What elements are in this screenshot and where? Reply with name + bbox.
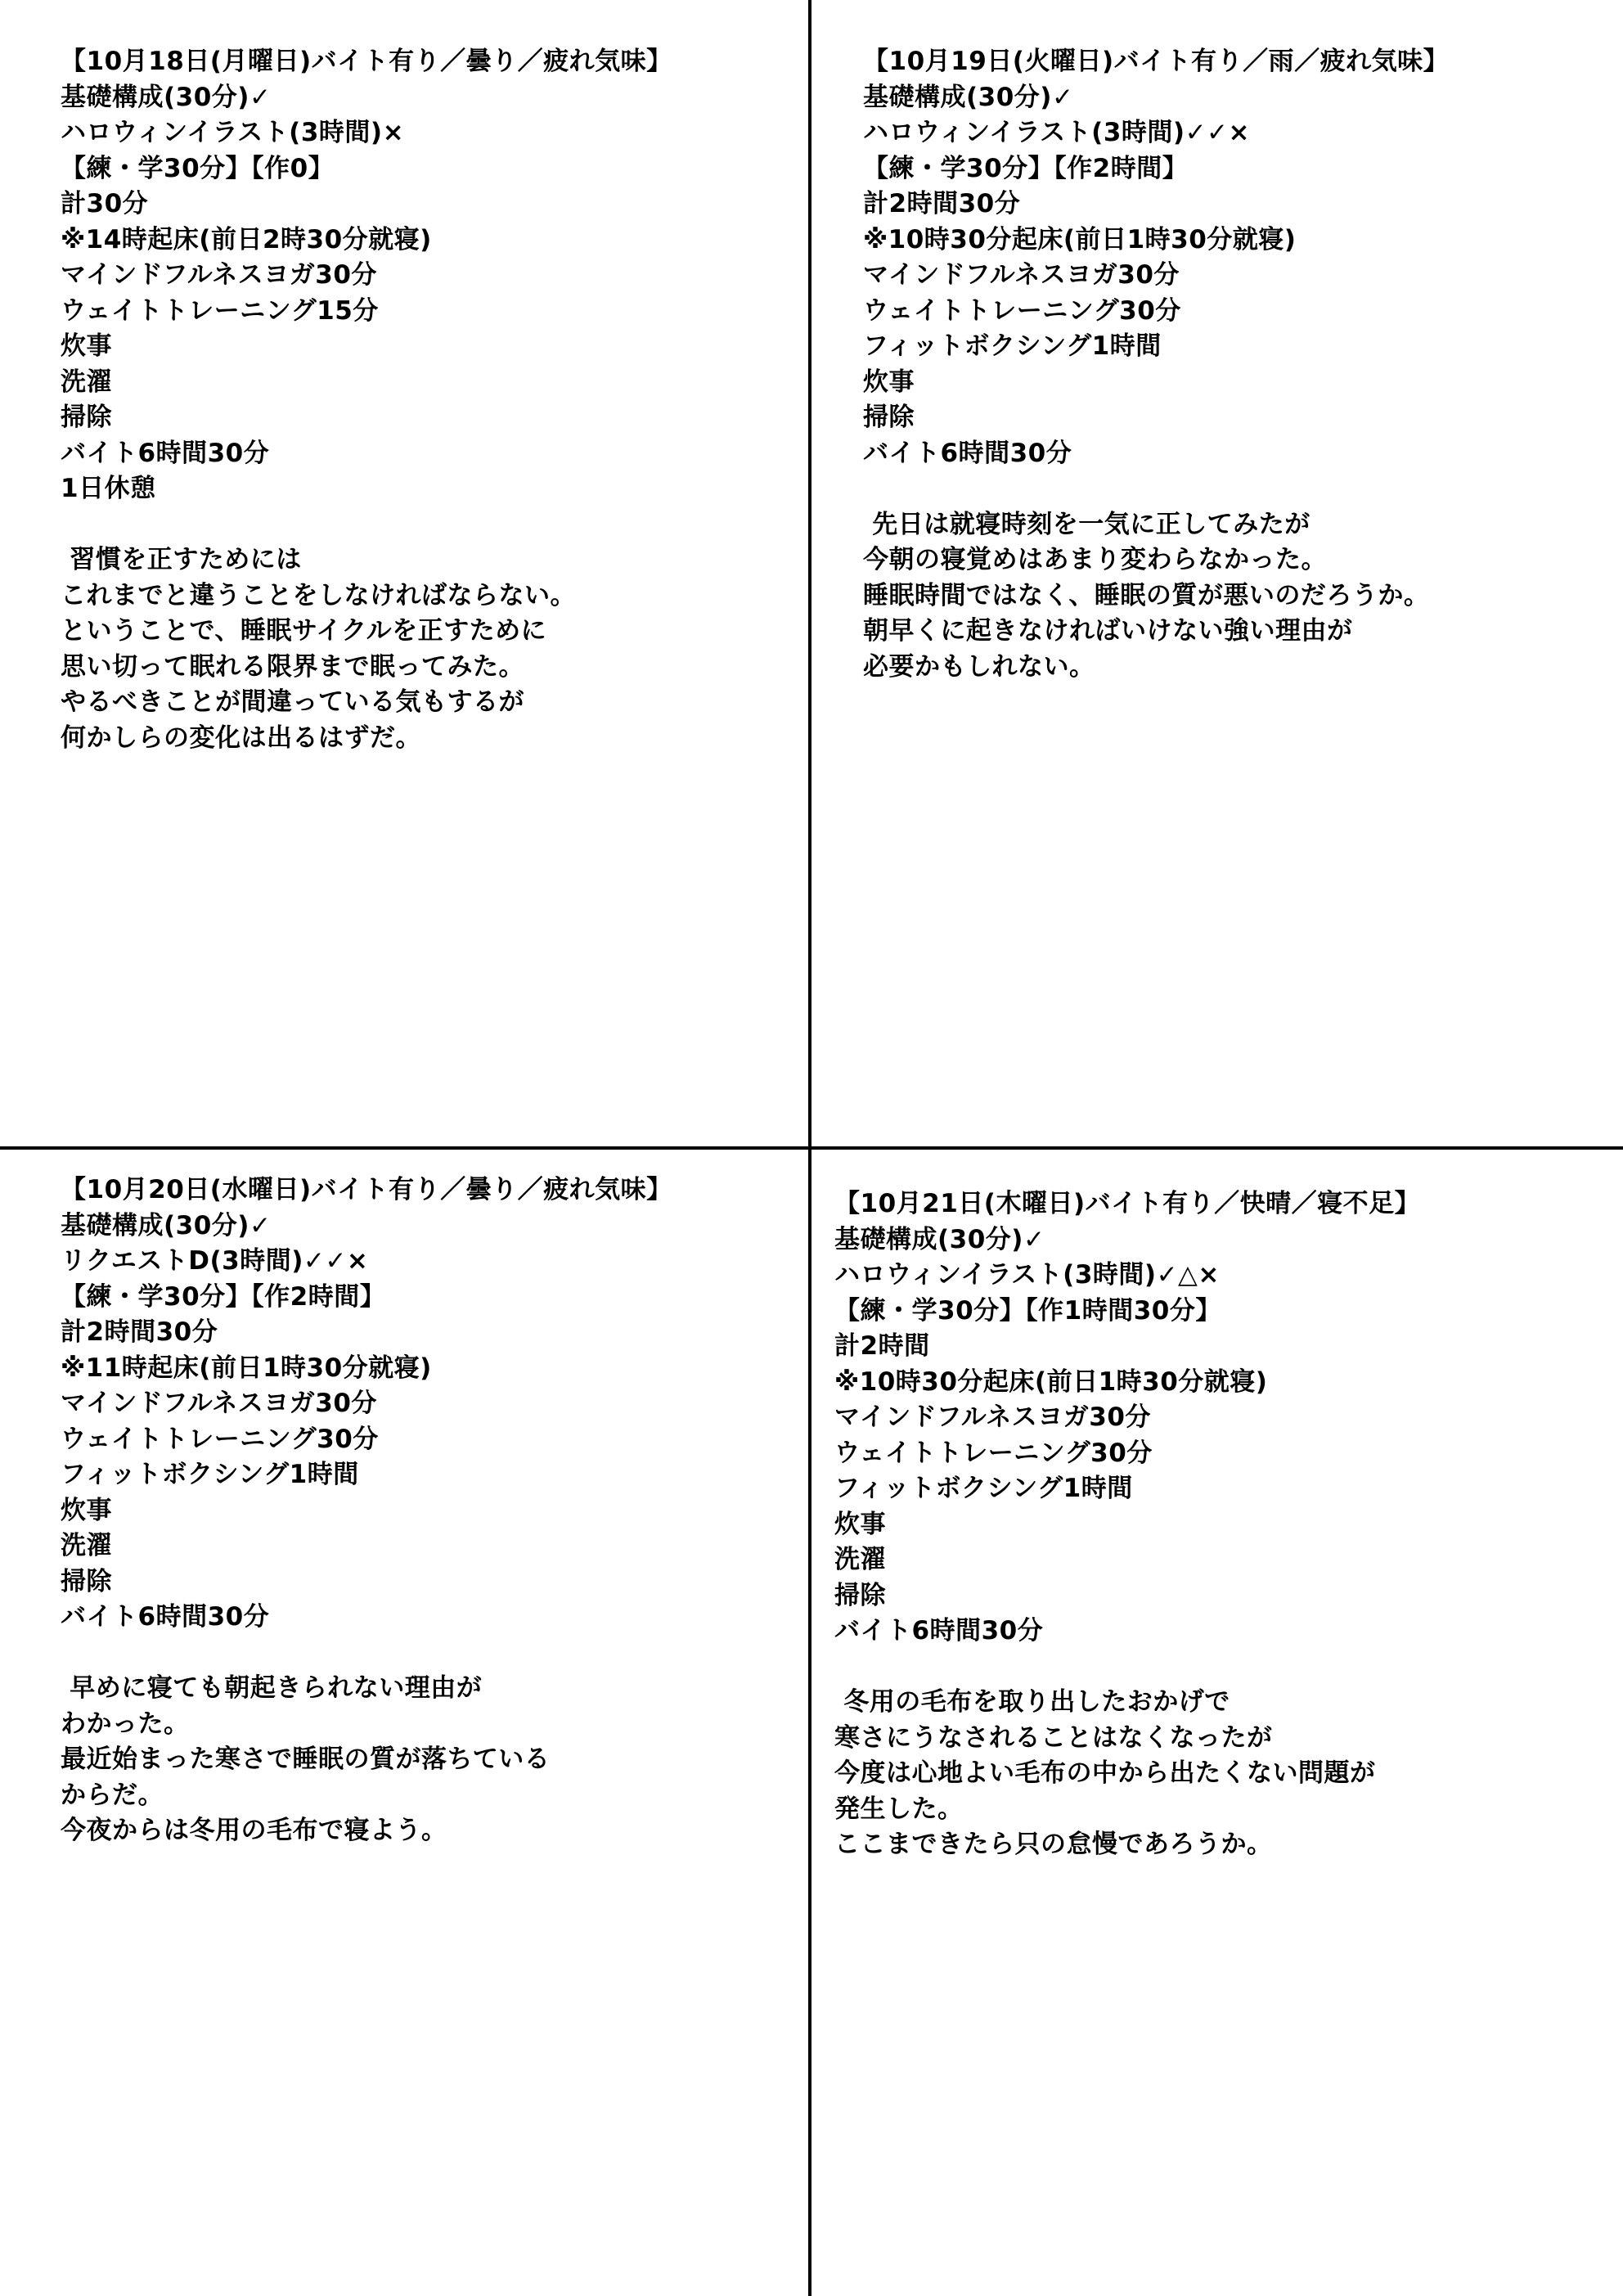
log-line: リクエストD(3時間)✓✓×: [61, 1246, 369, 1276]
log-line: 【練・学30分】【作0】: [61, 153, 335, 183]
note-line: わかった。: [61, 1708, 190, 1739]
log-line: 計30分: [61, 189, 149, 218]
note-line: 今夜からは冬用の毛布で寝よう。: [61, 1816, 447, 1845]
log-line: 【練・学30分】【作2時間】: [863, 153, 1189, 183]
log-line: 基礎構成(30分)✓: [834, 1224, 1045, 1254]
diary-entry-oct18: [61, 44, 797, 756]
entry-heading: 【10月19日(火曜日)バイト有り／雨／疲れ気味】: [863, 47, 1450, 76]
log-line: バイト6時間30分: [61, 438, 270, 468]
log-line: ハロウィンイラスト(3時間)×: [61, 118, 405, 147]
diary-entry-oct19: [863, 44, 1612, 685]
log-line: マインドフルネスヨガ30分: [863, 260, 1180, 290]
note-line: 寒さにうなされることはなくなったが: [834, 1722, 1273, 1753]
log-line: 炊事: [61, 331, 112, 361]
log-line: 掃除: [863, 403, 915, 432]
note-line: 発生した。: [834, 1794, 964, 1824]
log-line: 計2時間: [834, 1331, 930, 1361]
activity-log: [834, 1186, 1612, 1650]
log-line: 計2時間30分: [61, 1317, 218, 1347]
log-line: 洗濯: [834, 1545, 886, 1574]
note-line: 何かしらの変化は出るはずだ。: [61, 723, 421, 753]
log-line: 【練・学30分】【作2時間】: [61, 1281, 386, 1312]
log-line: マインドフルネスヨガ30分: [834, 1402, 1151, 1432]
log-line: ※10時30分起床(前日1時30分就寝): [863, 224, 1297, 254]
log-line: バイト6時間30分: [863, 438, 1072, 468]
entry-heading: 【10月20日(水曜日)バイト有り／曇り／疲れ気味】: [61, 1175, 672, 1204]
log-line: マインドフルネスヨガ30分: [61, 1389, 377, 1418]
note-line: 習慣を正すためには: [61, 545, 302, 574]
log-line: フィットボクシング1時間: [834, 1474, 1133, 1503]
log-line: 【練・学30分】【作1時間30分】: [834, 1295, 1221, 1326]
diary-note: [61, 542, 797, 756]
diary-note: [834, 1685, 1612, 1863]
note-line: 思い切って眠れる限界まで眠ってみた。: [61, 651, 524, 682]
log-line: フィットボクシング1時間: [863, 331, 1162, 361]
log-line: ウェイトトレーニング30分: [61, 1424, 379, 1454]
log-line: 計2時間30分: [863, 189, 1021, 218]
log-line: 基礎構成(30分)✓: [61, 1210, 272, 1240]
log-line: 炊事: [834, 1509, 886, 1539]
note-line: からだ。: [61, 1780, 164, 1810]
diary-note: [61, 1671, 797, 1849]
note-line: ここまできたら只の怠慢であろうか。: [834, 1830, 1273, 1859]
note-line: 冬用の毛布を取り出したおかげで: [834, 1687, 1230, 1717]
diary-entry-oct20: [61, 1173, 797, 1849]
note-line: 先日は就寝時刻を一気に正してみたが: [863, 509, 1311, 539]
log-line: ハロウィンイラスト(3時間)✓✓×: [863, 118, 1250, 147]
note-line: 睡眠時間ではなく、睡眠の質が悪いのだろうか。: [863, 580, 1430, 610]
diary-note: [863, 507, 1612, 686]
note-line: 今度は心地よい毛布の中から出たくない問題が: [834, 1758, 1376, 1788]
log-line: 洗濯: [61, 1531, 112, 1560]
log-line: ※11時起床(前日1時30分就寝): [61, 1353, 432, 1383]
note-line: 朝早くに起きなければいけない強い理由が: [863, 616, 1353, 646]
log-line: 炊事: [863, 367, 915, 397]
log-line: ウェイトトレーニング30分: [863, 295, 1181, 326]
entry-heading: 【10月18日(月曜日)バイト有り／曇り／疲れ気味】: [61, 47, 672, 76]
log-line: 掃除: [61, 1566, 112, 1596]
log-line: 掃除: [834, 1580, 886, 1610]
note-line: 最近始まった寒さで睡眠の質が落ちている: [61, 1745, 551, 1774]
note-line: 早めに寝ても朝起きられない理由が: [61, 1673, 483, 1703]
log-line: 炊事: [61, 1495, 112, 1525]
log-line: ハロウィンイラスト(3時間)✓△×: [834, 1260, 1220, 1290]
entry-heading: 【10月21日(木曜日)バイト有り／快晴／寝不足】: [834, 1189, 1421, 1218]
log-line: 1日休憩: [61, 474, 156, 503]
log-line: マインドフルネスヨガ30分: [61, 260, 377, 290]
log-line: ウェイトトレーニング30分: [834, 1438, 1153, 1468]
log-line: 掃除: [61, 403, 112, 432]
note-line: ということで、睡眠サイクルを正すために: [61, 616, 547, 646]
log-line: ※10時30分起床(前日1時30分就寝): [834, 1366, 1268, 1397]
log-line: バイト6時間30分: [834, 1616, 1044, 1645]
horizontal-divider: [0, 1146, 1623, 1150]
note-line: やるべきことが間違っている気もするが: [61, 687, 524, 717]
log-line: ※14時起床(前日2時30分就寝): [61, 224, 432, 254]
activity-log: [61, 1173, 797, 1636]
log-line: 洗濯: [61, 367, 112, 397]
note-line: これまでと違うことをしなければならない。: [61, 580, 576, 610]
note-line: 必要かもしれない。: [863, 651, 1095, 682]
diary-entry-oct21: [834, 1186, 1612, 1863]
log-line: フィットボクシング1時間: [61, 1460, 359, 1489]
activity-log: [61, 44, 797, 507]
log-line: ウェイトトレーニング15分: [61, 295, 379, 326]
log-line: バイト6時間30分: [61, 1602, 270, 1632]
log-line: 基礎構成(30分)✓: [863, 82, 1074, 112]
note-line: 今朝の寝覚めはあまり変わらなかった。: [863, 545, 1327, 574]
activity-log: [863, 44, 1612, 471]
log-line: 基礎構成(30分)✓: [61, 82, 272, 112]
